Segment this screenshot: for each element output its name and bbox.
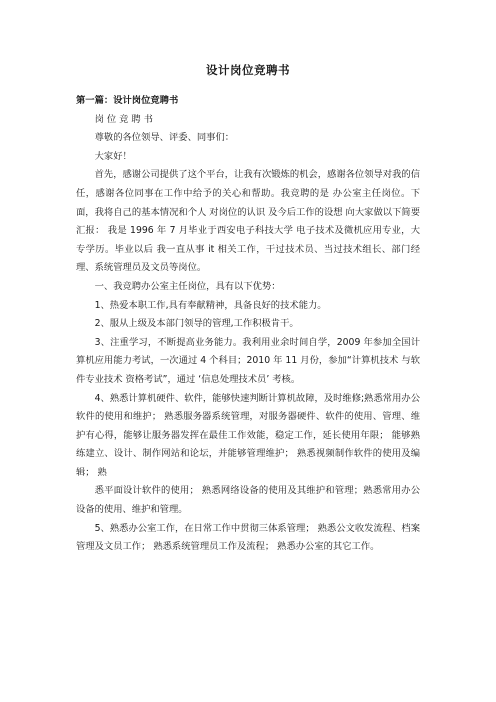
paragraph-item-3: 3、注重学习，不断提高业务能力。我利用业余时间自学，2009 年参加全国计算机应用能力考试，一次通过 4 个科目；2010 年 11 月份，参加“计算机技术 与软件专业技术 资格考试”，通过 ‘信息处理技术员’ 考核。 [76, 336, 420, 385]
salutation: 尊敬的各位领导、评委、同事们： [94, 132, 235, 144]
paragraph-item-2: 2、服从上级及本部门领导的管理,工作积极肯干。 [94, 318, 299, 330]
paragraph-item-5: 5、熟悉办公室工作，在日常工作中贯彻三体系管理； 熟悉公文收发流程、档案管理及文员工作； 熟悉系统管理员工作及流程； 熟悉办公室的其它工作。 [76, 522, 420, 553]
paragraph-intro: 首先，感谢公司提供了这个平台，让我有次锻炼的机会，感谢各位领导对我的信任，感谢各位同事在工作中给予的关心和帮助。我竞聘的是 办公室主任岗位。下面，我将自己的基本情况和个人 对岗位的认识 及今后工作的设想 向大家做以下简要汇报： 我是 1996 年 7 月毕业于西安电子科技大学 电子技术及微机应用专业，大专学历。毕业以后 我一直从事 it 相关工作，干过技术员、当过技术组长、部门经理、系统管理员及文员等岗位。 [76, 169, 420, 274]
document-title: 设计岗位竞聘书 [206, 63, 290, 77]
subtitle: 岗 位 竞 聘 书 [94, 113, 153, 125]
document-body [76, 92, 420, 557]
paragraph-item-4-continued: 悉平面设计软件的使用； 熟悉网络设备的使用及其维护和管理；熟悉常用办公设备的使用、维护和管理。 [76, 485, 420, 516]
paragraph-item-4: 4、熟悉计算机硬件、软件，能够快速判断计算机故障，及时维修;熟悉常用办公软件的使用和维护； 熟悉服务器系统管理，对服务器硬件、软件的使用、管理、维护有心得，能够让服务器发挥在最佳工作效能，稳定工作，延长使用年限； 能够熟练建立、设计、制作网站和论坛，并能够管理维护； 熟悉视频制作软件的使用及编辑； 熟 [76, 392, 420, 478]
paragraph-item-1: 1、热爱本职工作,具有奉献精神，具备良好的技术能力。 [94, 299, 327, 311]
paragraph-advantages-heading: 一、我竞聘办公室主任岗位，具有以下优势： [94, 280, 281, 292]
greeting: 大家好！ [94, 150, 132, 162]
section-heading: 第一篇：设计岗位竞聘书 [76, 95, 179, 106]
